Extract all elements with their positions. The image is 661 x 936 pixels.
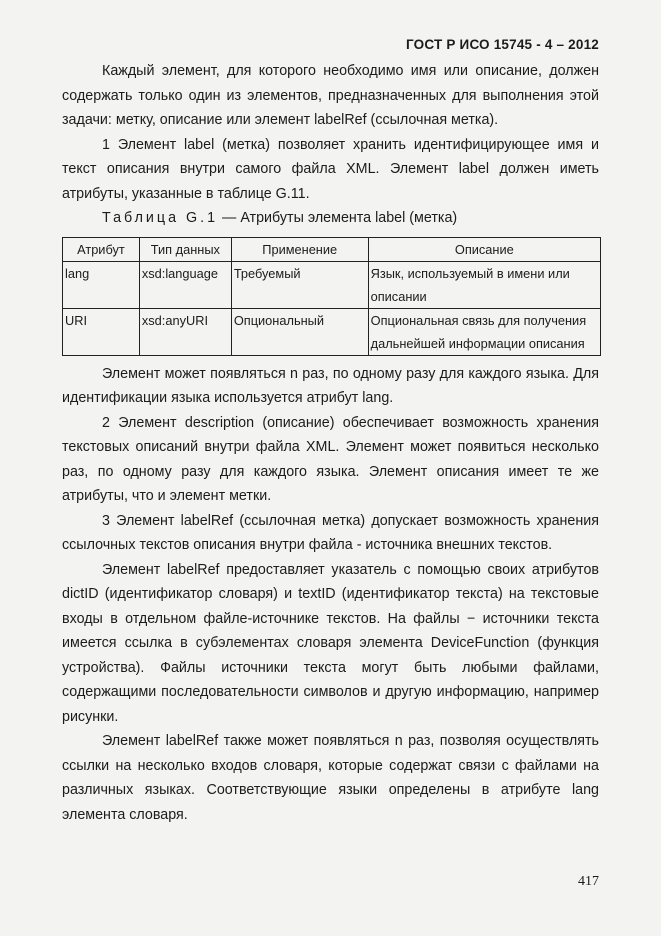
paragraph-label-element: 1 Элемент label (метка) позволяет хранить идентифицирующее имя и текст описания внутри самого файла XML. Элемент label должен иметь атрибуты, указанные в таблице G.11. xyxy=(62,136,599,202)
standard-header: ГОСТ Р ИСО 15745 - 4 – 2012 xyxy=(406,37,599,52)
cell-attribute: lang xyxy=(63,261,140,308)
table-row xyxy=(63,261,601,308)
cell-data-type: xsd:anyURI xyxy=(139,308,231,355)
table-caption xyxy=(62,206,599,231)
cell-data-type: xsd:language xyxy=(139,261,231,308)
paragraph-description-element: 2 Элемент description (описание) обеспечивает возможность хранения текстовых описаний внутри файла XML. Элемент может появиться несколько раз, по одному разу для каждого языка. Элемент описания имеет те же атрибуты, что и элемент метки. xyxy=(62,414,599,504)
paragraph-language: Элемент может появляться n раз, по одному разу для каждого языка. Для идентификации языка используется атрибут lang. xyxy=(62,365,599,406)
header-description: Описание xyxy=(368,237,600,261)
cell-usage: Опциональный xyxy=(231,308,368,355)
paragraph-labelref-pointer: Элемент labelRef предоставляет указатель с помощью своих атрибутов dictID (идентификатор словаря) и textID (идентификатор текста) на текстовые входы в отдельном файле-источнике текстов. На файлы − источники текста имеется ссылка в субэлементах словаря элемента DeviceFunction (функция устройства). Файлы источники текста могут быть любыми файлами, содержащими последовательности символов и другую информацию, например рисунки. xyxy=(62,561,599,725)
table-caption-title: — Атрибуты элемента label (метка) xyxy=(218,210,458,226)
page-body xyxy=(62,59,599,827)
table-header-row xyxy=(63,237,601,261)
header-attribute: Атрибут xyxy=(63,237,140,261)
table-caption-number: Таблица G.1 xyxy=(102,210,219,226)
cell-description: Язык, используемый в имени или описании xyxy=(368,261,600,308)
attributes-table xyxy=(62,237,601,356)
paragraph-labelref-multiple: Элемент labelRef также может появляться n раз, позволяя осуществлять ссылки на несколько входов словаря, которые содержат связи с файлами на различных языках. Соответствующие языки определены в атрибуте lang элемента словаря. xyxy=(62,733,599,823)
paragraph-intro: Каждый элемент, для которого необходимо имя или описание, должен содержать только один из элементов, предназначенных для выполнения этой задачи: метку, описание или элемент labelRef (ссылочная метка). xyxy=(62,63,599,128)
cell-description: Опциональная связь для получения дальнейшей информации описания xyxy=(368,308,600,355)
cell-attribute: URI xyxy=(63,308,140,355)
page-number: 417 xyxy=(578,874,599,889)
cell-usage: Требуемый xyxy=(231,261,368,308)
table-row xyxy=(63,308,601,355)
header-data-type: Тип данных xyxy=(139,237,231,261)
paragraph-labelref-element: 3 Элемент labelRef (ссылочная метка) допускает возможность хранения ссылочных текстов описания внутри файла - источника внешних текстов. xyxy=(62,512,599,553)
header-usage: Применение xyxy=(231,237,368,261)
